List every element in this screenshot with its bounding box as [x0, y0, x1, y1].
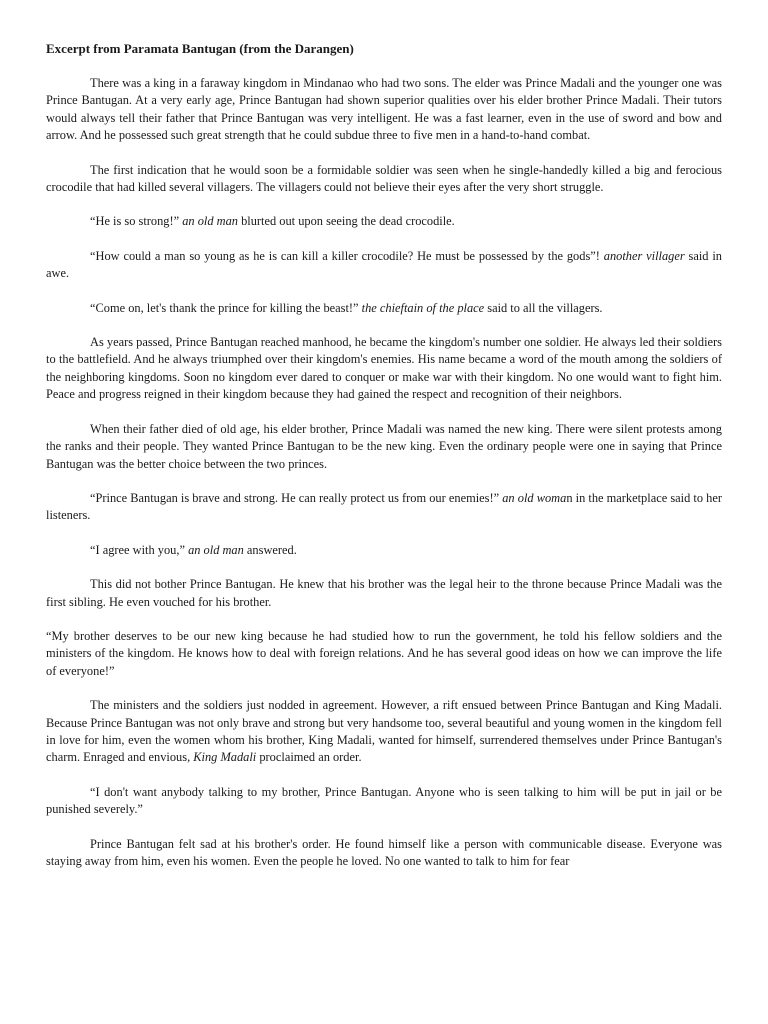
- speaker-italic: an old man: [188, 542, 244, 557]
- paragraph-text: “I don't want anybody talking to my brother, Prince Bantugan. Anyone who is seen talking to him will be put in jail or be punished severely.”: [46, 784, 722, 817]
- paragraph: [46, 490, 722, 525]
- paragraph: [46, 697, 722, 767]
- paragraph-text: proclaimed an order.: [256, 750, 362, 765]
- paragraph-text: This did not bother Prince Bantugan. He knew that his brother was the legal heir to the throne because Prince Madali was the first sibling. He even vouched for his brother.: [46, 577, 722, 609]
- paragraph-text: Prince Bantugan felt sad at his brother's order. He found himself like a person with communicable disease. Everyone was staying away from him, even his women. Even the people he loved. No one wanted to talk to him for fear: [46, 836, 722, 868]
- paragraph-text: answered.: [243, 542, 297, 557]
- paragraph-text: said to all the villagers.: [484, 300, 603, 315]
- paragraph: [46, 334, 722, 404]
- speaker-italic: an old woma: [502, 490, 567, 505]
- paragraph-text: The first indication that he would soon be a formidable soldier was seen when he single-handedly killed a big and ferocious crocodile that had killed several villagers. The villagers could not believe their eyes after the very short struggle.: [46, 162, 722, 195]
- paragraph-text: said in awe.: [46, 248, 722, 281]
- document-body: [46, 75, 722, 870]
- paragraph-text: As years passed, Prince Bantugan reached manhood, he became the kingdom's number one soldier. He always led their soldiers to the battlefield. And he always triumphed over their kingdom's enemies. His name became a word of the mouth among the soldiers of the neighboring kingdoms. Soon no kingdom ever dared to conquer or make war with their kingdom. No one would want to fight him. Peace and progress reigned in their kingdom because they had gained the respect and recognition of their neighbors.: [46, 335, 722, 402]
- paragraph-text: n in the marketplace said to her listeners.: [46, 490, 722, 523]
- paragraph-text: The ministers and the soldiers just nodded in agreement. However, a rift ensued between Prince Bantugan and King Madali. Because Prince Bantugan was not only brave and strong but very handsome too, several beautiful and young women in the kingdom fell in love for him, even the women whom his brother, King Madali, wanted for himself, surrendered themselves under Prince Bantugan's charm. Enraged and envious,: [46, 698, 722, 765]
- paragraph-text: There was a king in a faraway kingdom in Mindanao who had two sons. The elder was Prince Madali and the younger one was Prince Bantugan. At a very early age, Prince Bantugan had shown superior qualities over his elder brother Prince Madali. Their tutors would always tell their father that Prince Bantugan was very intelligent. He was a fast learner, even in the use of sword and bow and arrow. And he possessed such great strength that he could subdue three to five men in a hand-to-hand combat.: [46, 76, 722, 143]
- paragraph-text: “I agree with you,”: [90, 542, 189, 557]
- paragraph: [46, 836, 722, 871]
- paragraph: [46, 576, 722, 611]
- paragraph-text: When their father died of old age, his elder brother, Prince Madali was named the new king. There were silent protests among the ranks and their people. They wanted Prince Bantugan to be the new king. Even the ordinary people were one in saying that Prince Bantugan was the better choice between the two princes.: [46, 421, 722, 471]
- speaker-italic: King Madali: [193, 750, 257, 765]
- paragraph: [46, 248, 722, 283]
- paragraph: [46, 784, 722, 819]
- paragraph: [46, 421, 722, 473]
- paragraph: [46, 628, 722, 680]
- paragraph-text: blurted out upon seeing the dead crocodile.: [238, 214, 455, 229]
- paragraph: [46, 213, 722, 230]
- speaker-italic: another villager: [603, 248, 685, 263]
- paragraph-text: “My brother deserves to be our new king because he had studied how to run the government, he told his fellow soldiers and the ministers of the kingdom. He knows how to deal with foreign relations. And he has several good ideas on how we can improve the life of everyone!”: [46, 628, 722, 678]
- paragraph: [46, 300, 722, 317]
- paragraph-text: “Come on, let's thank the prince for killing the beast!”: [90, 300, 362, 315]
- paragraph: [46, 542, 722, 559]
- paragraph: [46, 75, 722, 145]
- paragraph-text: “Prince Bantugan is brave and strong. He can really protect us from our enemies!”: [90, 490, 503, 505]
- paragraph: [46, 162, 722, 197]
- document-title: Excerpt from Paramata Bantugan (from the Darangen): [46, 41, 354, 56]
- document-page: [46, 40, 722, 887]
- paragraph-text: “How could a man so young as he is can kill a killer crocodile? He must be possessed by the gods”!: [90, 248, 604, 263]
- paragraph-text: “He is so strong!”: [90, 214, 183, 229]
- speaker-italic: an old man: [182, 214, 238, 229]
- speaker-italic: the chieftain of the place: [361, 300, 485, 315]
